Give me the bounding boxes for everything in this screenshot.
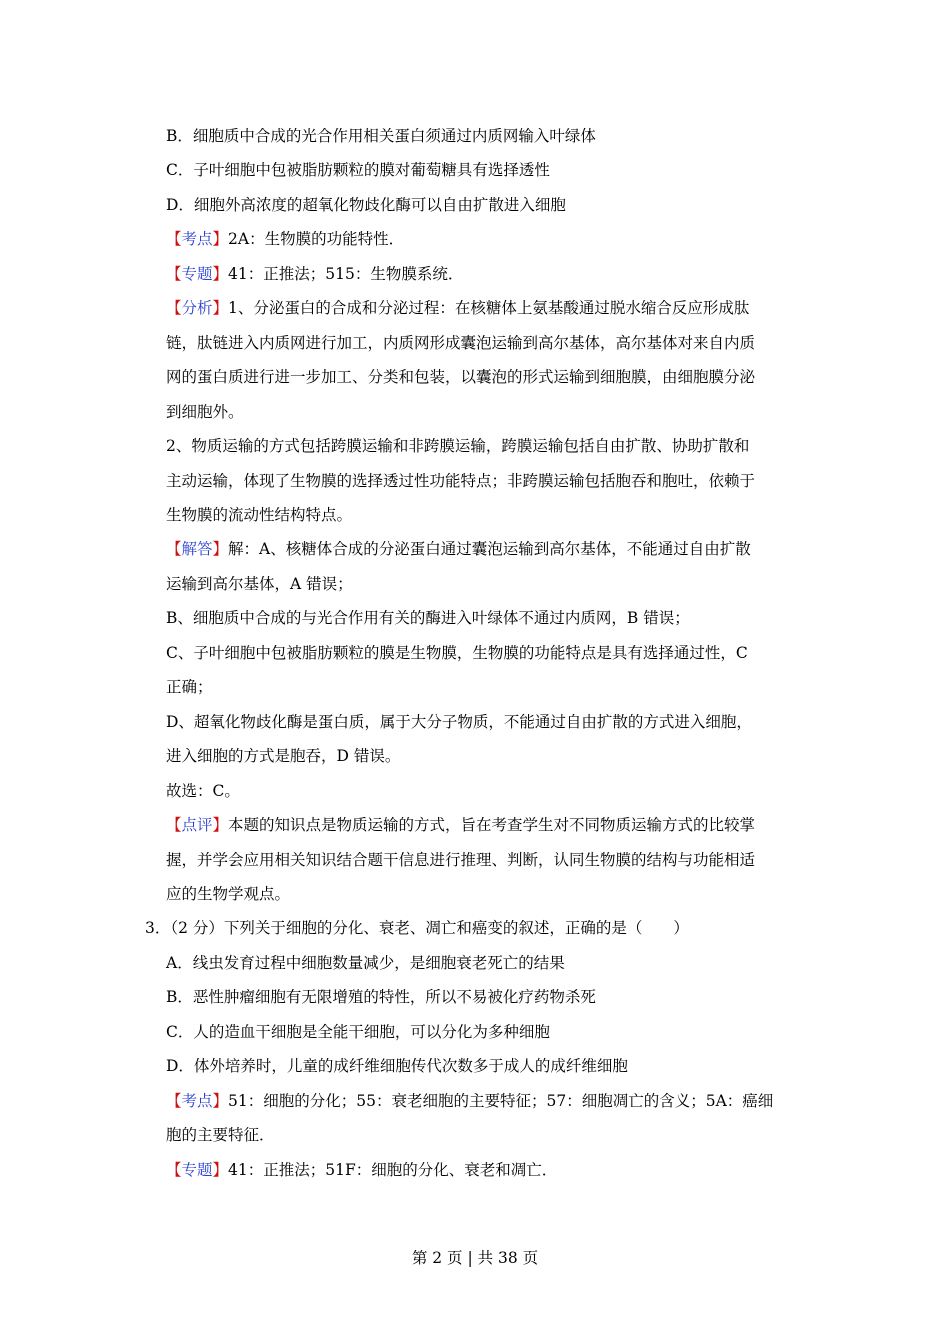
line-text: 41：正推法；51F：细胞的分化、衰老和凋亡． (228, 1160, 558, 1179)
section-line (166, 229, 404, 249)
text-line (166, 884, 290, 904)
line-text: 网的蛋白质进行进一步加工、分类和包装，以囊泡的形式运输到细胞膜，由细胞膜分泌 (166, 368, 756, 387)
section-line (166, 298, 749, 318)
line-text: 进入细胞的方式是胞吞，D 错误。 (166, 747, 401, 766)
section-tag: 【点评】 (166, 816, 229, 834)
text-line (166, 1022, 550, 1042)
text-line (166, 608, 690, 628)
line-text: 2A：生物膜的功能特性． (228, 230, 405, 249)
text-line (166, 677, 213, 697)
text-line (166, 712, 752, 732)
section-tag: 【分析】 (166, 299, 229, 318)
question-stem (145, 918, 689, 938)
line-text: B．恶性肿瘤细胞有无限增殖的特性，所以不易被化疗药物杀死 (166, 988, 596, 1007)
text-line (166, 746, 400, 766)
text-line (166, 1056, 628, 1076)
line-text: D、超氧化物歧化酶是蛋白质，属于大分子物质，不能通过自由扩散的方式进入细胞， (166, 712, 752, 731)
text-line (166, 987, 596, 1007)
text-line (166, 1125, 275, 1145)
line-text: 主动运输，体现了生物膜的选择透过性功能特点；非跨膜运输包括胞吞和胞吐，依赖于 (166, 471, 756, 490)
text-line (166, 333, 755, 353)
section-line (166, 539, 751, 559)
line-text: 解：A、核糖体合成的分泌蛋白通过囊泡运输到高尔基体，不能通过自由扩散 (228, 540, 751, 559)
line-text: C．人的造血干细胞是全能干细胞，可以分化为多种细胞 (166, 1022, 550, 1041)
line-text: 胞的主要特征． (166, 1126, 275, 1145)
line-text: 应的生物学观点。 (166, 884, 291, 903)
section-tag: 【专题】 (166, 264, 229, 283)
text-line (166, 436, 749, 456)
line-text: 1、分泌蛋白的合成和分泌过程：在核糖体上氨基酸通过脱水缩合反应形成肽 (228, 299, 750, 318)
text-line (166, 471, 755, 491)
line-text: D．细胞外高浓度的超氧化物歧化酶可以自由扩散进入细胞 (166, 195, 566, 214)
page-footer: 第 2 页 | 共 38 页 (411, 1249, 539, 1267)
line-text: 握，并学会应用相关知识结合题干信息进行推理、判断，认同生物膜的结构与功能相适 (166, 850, 756, 869)
text-line (166, 505, 352, 525)
line-text: 3．（2 分）下列关于细胞的分化、衰老、凋亡和癌变的叙述，正确的是（ ） (145, 919, 689, 938)
line-text: D．体外培养时，儿童的成纤维细胞传代次数多于成人的成纤维细胞 (166, 1057, 628, 1076)
section-tag: 【专题】 (166, 1160, 229, 1179)
line-text: A．线虫发育过程中细胞数量减少，是细胞衰老死亡的结果 (166, 953, 565, 972)
section-line (166, 264, 463, 284)
line-text: 运输到高尔基体，A 错误； (166, 574, 353, 593)
line-text: 链，肽链进入内质网进行加工，内质网形成囊泡运输到高尔基体，高尔基体对来自内质 (166, 333, 756, 352)
line-text: 51：细胞的分化；55：衰老细胞的主要特征；57：细胞凋亡的含义；5A：癌细 (228, 1091, 774, 1110)
text-line (166, 850, 755, 870)
line-text: B．细胞质中合成的光合作用相关蛋白须通过内质网输入叶绿体 (166, 127, 596, 145)
line-text: C．子叶细胞中包被脂肪颗粒的膜对葡萄糖具有选择透性 (166, 161, 550, 180)
text-line (166, 953, 565, 973)
text-line (166, 643, 748, 663)
line-text: 2、物质运输的方式包括跨膜运输和非跨膜运输，跨膜运输包括自由扩散、协助扩散和 (166, 437, 750, 456)
text-line (166, 574, 353, 594)
line-text: 正确； (166, 678, 213, 697)
section-line (166, 1091, 773, 1111)
text-line (166, 195, 566, 215)
line-text: 生物膜的流动性结构特点。 (166, 506, 353, 524)
line-text: C、子叶细胞中包被脂肪颗粒的膜是生物膜，生物膜的功能特点是具有选择通过性，C (166, 643, 748, 662)
text-line (166, 781, 240, 801)
section-tag: 【考点】 (166, 230, 229, 249)
text-line (166, 402, 244, 422)
line-text: 本题的知识点是物质运输的方式，旨在考查学生对不同物质运输方式的比较掌 (228, 816, 756, 834)
line-text: 到细胞外。 (166, 402, 244, 421)
section-line (166, 815, 755, 835)
section-tag: 【考点】 (166, 1091, 229, 1110)
section-line (166, 1160, 557, 1180)
line-text: 41：正推法；515：生物膜系统． (228, 264, 464, 283)
text-line (166, 160, 550, 180)
section-tag: 【解答】 (166, 540, 229, 559)
line-text: B、细胞质中合成的与光合作用有关的酶进入叶绿体不通过内质网，B 错误； (166, 609, 690, 628)
text-line (166, 126, 596, 146)
text-line (166, 367, 755, 387)
line-text: 故选：C。 (166, 781, 240, 800)
